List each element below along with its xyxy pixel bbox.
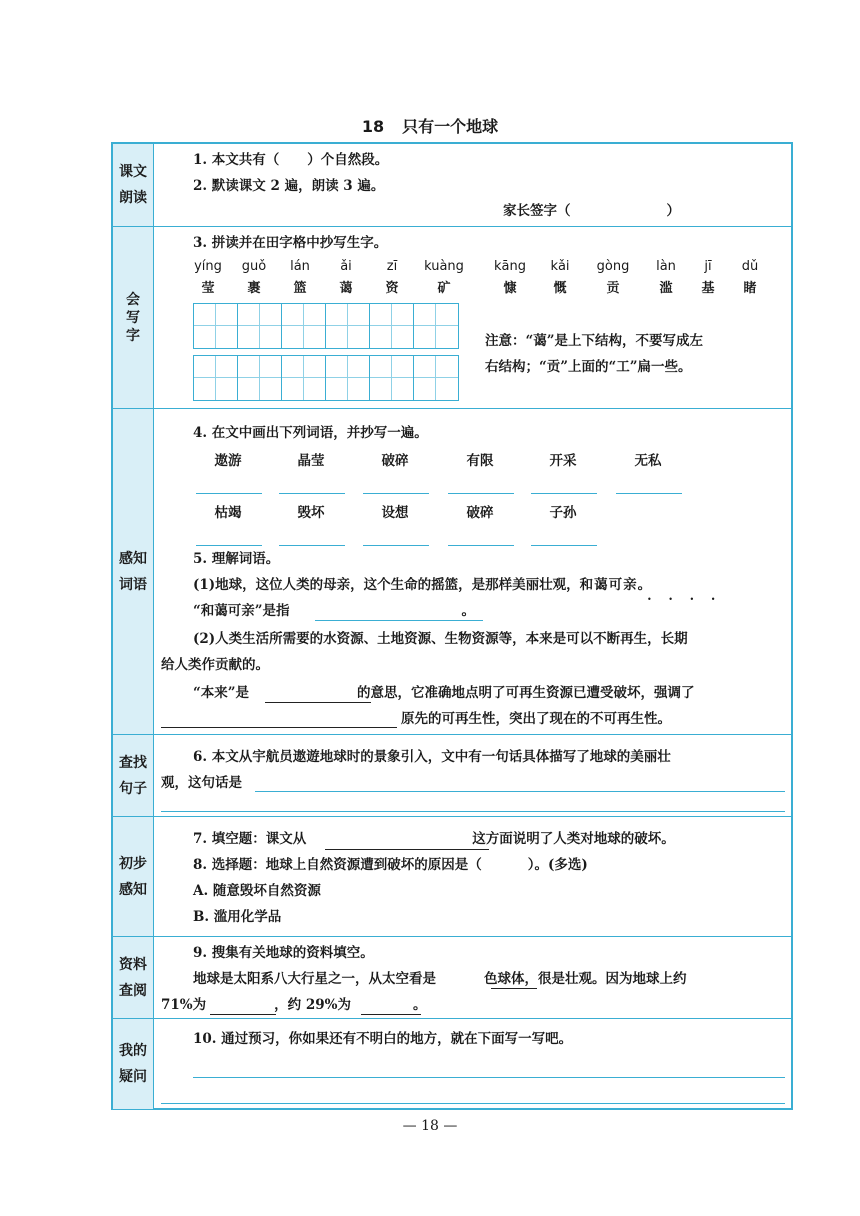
lesson-number: 18 — [361, 117, 385, 136]
pinyin: jī — [704, 259, 712, 274]
worksheet — [111, 142, 793, 1110]
section-reading — [113, 144, 791, 226]
vocab-word: 破碎 — [381, 453, 409, 469]
answer-line[interactable] — [161, 727, 397, 728]
passage-2-question: “本来”是 的意思，它准确地点明了可再生资源已遭受破坏，强调了 — [193, 685, 695, 701]
hanzi: 基 — [701, 281, 715, 296]
passage-2: (2)人类生活所需要的水资源、土地资源、生物资源等，本来是可以不断再生，长期 — [193, 631, 688, 647]
research-line-1: 地球是太阳系八大行星之一，从太空看是 色球体，很是壮观。因为地球上约 — [193, 971, 687, 987]
vocab-word: 毁坏 — [297, 505, 325, 521]
section-research — [113, 936, 791, 1019]
question-5: 5. 理解词语。 — [193, 551, 280, 567]
research-line-2: 71%为 ，约 29%为 。 — [161, 997, 427, 1013]
question-3: 3. 拼读并在田字格中抄写生字。 — [193, 235, 388, 251]
dotted-phrase: 和蔼可亲 — [579, 577, 638, 593]
page-title — [0, 114, 860, 137]
pinyin: guǒ — [241, 259, 267, 274]
pinyin: kǎi — [550, 259, 570, 274]
answer-line[interactable] — [363, 493, 429, 494]
section-label: 感知词语 — [113, 409, 154, 735]
answer-line[interactable] — [255, 791, 785, 792]
vocab-word: 枯竭 — [214, 505, 242, 521]
answer-line[interactable] — [265, 702, 371, 703]
question-7: 7. 填空题：课文从 这方面说明了人类对地球的破坏。 — [193, 831, 675, 847]
passage-2-end: 原先的可再生性，突出了现在的不可再生性。 — [401, 711, 671, 727]
writing-note-2: 右结构；“贡”上面的“工”扁一些。 — [485, 359, 692, 375]
pinyin: ǎi — [340, 259, 352, 274]
answer-line[interactable] — [196, 493, 262, 494]
answer-line[interactable] — [315, 620, 483, 621]
question-6-cont: 观，这句话是 — [161, 775, 242, 791]
vocab-word: 无私 — [634, 453, 662, 469]
passage-1: (1)地球，这位人类的母亲，这个生命的摇篮，是那样美丽壮观，和蔼可亲。 — [193, 577, 652, 593]
tianzige-grid-bottom[interactable] — [193, 355, 459, 401]
hanzi: 裹 — [247, 281, 261, 296]
pinyin: zī — [386, 259, 398, 274]
hanzi: 矿 — [437, 281, 451, 296]
hanzi: 蔼 — [339, 281, 353, 296]
section-label: 我的疑问 — [113, 1019, 154, 1109]
passage-1-question: “和蔼可亲”是指 。 — [193, 603, 476, 619]
question-2: 2. 默读课文 2 遍，朗读 3 遍。 — [193, 178, 385, 194]
pinyin: dǔ — [741, 259, 759, 274]
question-1: 1. 本文共有（ ）个自然段。 — [193, 152, 389, 168]
page-number: — 18 — — [402, 1118, 458, 1134]
answer-line[interactable] — [279, 493, 345, 494]
passage-2-cont: 给人类作贡献的。 — [161, 657, 269, 673]
answer-line[interactable] — [210, 1014, 276, 1015]
hanzi: 滥 — [659, 281, 673, 296]
pinyin: kuàng — [424, 259, 464, 274]
hanzi: 慷 — [503, 281, 517, 296]
lesson-title: 只有一个地球 — [402, 117, 499, 136]
vocab-word: 有限 — [466, 453, 494, 469]
answer-line[interactable] — [491, 988, 537, 989]
answer-line[interactable] — [279, 545, 345, 546]
question-4: 4. 在文中画出下列词语，并抄写一遍。 — [193, 425, 428, 441]
option-b[interactable]: B. 滥用化学品 — [193, 909, 282, 925]
vocab-word: 破碎 — [466, 505, 494, 521]
question-6: 6. 本文从宇航员遨遊地球时的景象引入，文中有一句话具体描写了地球的美丽壮 — [193, 749, 671, 765]
answer-line[interactable] — [531, 545, 597, 546]
answer-line[interactable] — [161, 811, 785, 812]
pinyin: làn — [656, 259, 676, 274]
pinyin: lán — [290, 259, 310, 274]
question-8: 8. 选择题：地球上自然资源遭到破坏的原因是（ ）。(多选) — [193, 857, 588, 873]
question-9: 9. 搜集有关地球的资料填空。 — [193, 945, 374, 961]
hanzi: 贡 — [606, 281, 620, 296]
option-a[interactable]: A. 随意毁坏自然资源 — [193, 883, 321, 899]
parent-signature[interactable]: 家长签字（ ） — [503, 203, 680, 219]
answer-line[interactable] — [196, 545, 262, 546]
vocab-word: 设想 — [381, 505, 409, 521]
section-find-sentence — [113, 734, 791, 817]
hanzi: 篮 — [293, 281, 307, 296]
answer-line[interactable] — [161, 1103, 785, 1104]
section-vocabulary — [113, 408, 791, 735]
answer-line[interactable] — [193, 1077, 785, 1078]
answer-line[interactable] — [531, 493, 597, 494]
answer-line[interactable] — [325, 849, 489, 850]
section-label: 查找句子 — [113, 735, 154, 817]
section-label: 初步感知 — [113, 817, 154, 937]
hanzi: 莹 — [201, 281, 215, 296]
answer-line[interactable] — [361, 1014, 421, 1015]
answer-line[interactable] — [448, 493, 514, 494]
answer-line[interactable] — [363, 545, 429, 546]
section-writing — [113, 226, 791, 409]
writing-note-1: 注意：“蔼”是上下结构，不要写成左 — [485, 333, 704, 349]
vocab-word: 子孙 — [549, 505, 577, 521]
section-questions — [113, 1018, 791, 1109]
hanzi: 睹 — [743, 281, 757, 296]
hanzi: 资 — [385, 281, 399, 296]
section-label: 资料查阅 — [113, 937, 154, 1019]
question-10: 10. 通过预习，你如果还有不明白的地方，就在下面写一写吧。 — [193, 1031, 573, 1047]
hanzi: 慨 — [553, 281, 567, 296]
tianzige-grid-top[interactable] — [193, 303, 459, 349]
section-initial-perception — [113, 816, 791, 937]
vocab-word: 遨游 — [214, 453, 242, 469]
answer-line[interactable] — [616, 493, 682, 494]
vocab-word: 开采 — [549, 453, 577, 469]
pinyin: yíng — [194, 259, 222, 274]
section-label: 会写字 — [113, 227, 154, 409]
section-label: 课文朗读 — [113, 144, 154, 226]
pinyin: kāng — [494, 259, 526, 274]
answer-line[interactable] — [448, 545, 514, 546]
pinyin: gòng — [596, 259, 630, 274]
emphasis-dots: • • • • — [647, 595, 723, 604]
vocab-word: 晶莹 — [297, 453, 325, 469]
